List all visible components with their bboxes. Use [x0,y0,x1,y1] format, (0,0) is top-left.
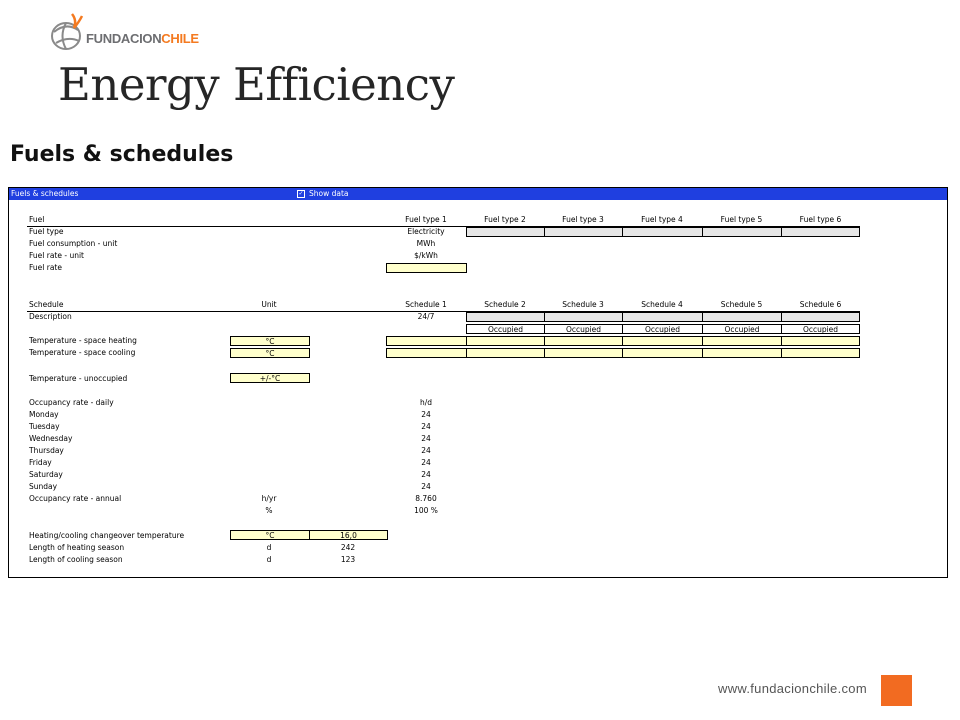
changeover-temp-unit: °C [230,530,310,540]
fuel-unit-label: Fuel consumption - unit [29,239,118,248]
logo-wordmark: FUNDACIONCHILE [86,31,199,46]
day-value: 24 [421,410,431,419]
fuel-rate-unit-label: Fuel rate - unit [29,251,84,260]
annual-occupancy-hours: 8.760 [415,494,437,503]
occupied-cell-3: Occupied [544,324,623,334]
occupied-cell-5: Occupied [702,324,782,334]
schedule-col-1: Schedule 1 [405,300,447,309]
heating-temp-input-5[interactable] [702,336,782,346]
unoccupied-temp-label: Temperature - unoccupied [29,374,128,383]
day-value: 24 [421,434,431,443]
day-value: 24 [421,482,431,491]
heating-temp-unit: °C [230,336,310,346]
annual-occupancy-label: Occupancy rate - annual [29,494,122,503]
cooling-season-value: 123 [340,555,356,564]
day-label: Saturday [29,470,63,479]
cooling-temp-input-1[interactable] [386,348,467,358]
day-label: Tuesday [29,422,60,431]
occupied-cell-2: Occupied [466,324,545,334]
cooling-temp-label: Temperature - space cooling [29,348,136,357]
schedule-col-5: Schedule 5 [720,300,763,309]
sheet-header-bar [9,188,947,200]
day-label: Friday [29,458,52,467]
show-data-toggle[interactable] [297,189,349,199]
heating-temp-input-6[interactable] [781,336,860,346]
description-cell-2[interactable] [466,312,545,322]
schedule-col-2: Schedule 2 [484,300,526,309]
annual-occupancy-unit-hyr: h/yr [261,494,277,503]
description-cell-6[interactable] [781,312,860,322]
heating-temp-label: Temperature - space heating [29,336,137,345]
cooling-temp-unit: °C [230,348,310,358]
cooling-temp-input-3[interactable] [544,348,623,358]
fuel-col-5: Fuel type 5 [720,215,763,224]
heating-temp-input-2[interactable] [466,336,545,346]
cooling-temp-input-2[interactable] [466,348,545,358]
fuel-type-cell-6[interactable] [781,227,860,237]
fuel-col-1: Fuel type 1 [405,215,447,224]
page-title: Energy Efficiency [58,58,455,111]
day-label: Monday [29,410,59,419]
footer-website[interactable]: www.fundacionchile.com [718,681,867,696]
unit-column-header: Unit [261,300,277,309]
fuel-rate-unit-value: $/kWh [414,251,438,260]
cooling-temp-input-6[interactable] [781,348,860,358]
occupied-cell-4: Occupied [622,324,703,334]
schedule-col-6: Schedule 6 [799,300,842,309]
heating-temp-input-4[interactable] [622,336,703,346]
daily-occupancy-unit: h/d [419,398,433,407]
fuel-type-value[interactable]: Electricity [407,227,445,236]
annual-occupancy-unit-pct: % [265,506,273,515]
heating-season-unit: d [266,543,272,552]
description-cell-5[interactable] [702,312,782,322]
sheet-name: Fuels & schedules [11,189,79,198]
footer-brand-square [881,675,912,706]
checkbox-checked-icon[interactable]: ✓ [298,190,304,197]
heating-temp-input-3[interactable] [544,336,623,346]
heating-temp-input-1[interactable] [386,336,467,346]
day-value: 24 [421,458,431,467]
fuel-col-2: Fuel type 2 [484,215,526,224]
fuel-type-label: Fuel type [29,227,64,236]
description-cell-4[interactable] [622,312,703,322]
show-data-label: Show data [309,189,349,198]
cooling-temp-input-5[interactable] [702,348,782,358]
cooling-temp-input-4[interactable] [622,348,703,358]
fuel-type-cell-5[interactable] [702,227,782,237]
page-subtitle: Fuels & schedules [10,142,234,167]
schedule-col-3: Schedule 3 [562,300,604,309]
fuel-type-cell-3[interactable] [544,227,623,237]
day-label: Sunday [29,482,58,491]
occupied-cell-6: Occupied [781,324,860,334]
changeover-temp-label: Heating/cooling changeover temperature [29,531,185,540]
fuel-col-4: Fuel type 4 [641,215,683,224]
day-value: 24 [421,470,431,479]
fuel-rate-input[interactable] [386,263,467,273]
fuel-rate-label: Fuel rate [29,263,62,272]
schedule-section-header: Schedule [29,300,64,309]
day-label: Thursday [29,446,64,455]
cooling-season-unit: d [266,555,272,564]
heating-season-label: Length of heating season [29,543,125,552]
changeover-temp-input[interactable]: 16,0 [309,530,388,540]
day-value: 24 [421,446,431,455]
spreadsheet-panel [8,187,948,578]
day-label: Wednesday [29,434,73,443]
fuel-type-cell-2[interactable] [466,227,545,237]
fuel-unit-value: MWh [416,239,436,248]
description-cell-3[interactable] [544,312,623,322]
unoccupied-temp-unit[interactable]: +/-°C [230,373,310,383]
annual-occupancy-percent: 100 % [414,506,438,515]
cooling-season-label: Length of cooling season [29,555,123,564]
globe-logo-icon [48,10,88,54]
fuel-section-header: Fuel [29,215,45,224]
description-label: Description [29,312,72,321]
fuel-col-3: Fuel type 3 [562,215,604,224]
description-value[interactable]: 24/7 [417,312,435,321]
fuel-col-6: Fuel type 6 [799,215,842,224]
schedule-col-4: Schedule 4 [641,300,683,309]
daily-occupancy-label: Occupancy rate - daily [29,398,114,407]
day-value: 24 [421,422,431,431]
fuel-type-cell-4[interactable] [622,227,703,237]
heating-season-value: 242 [340,543,356,552]
fundacion-chile-logo [48,10,208,54]
